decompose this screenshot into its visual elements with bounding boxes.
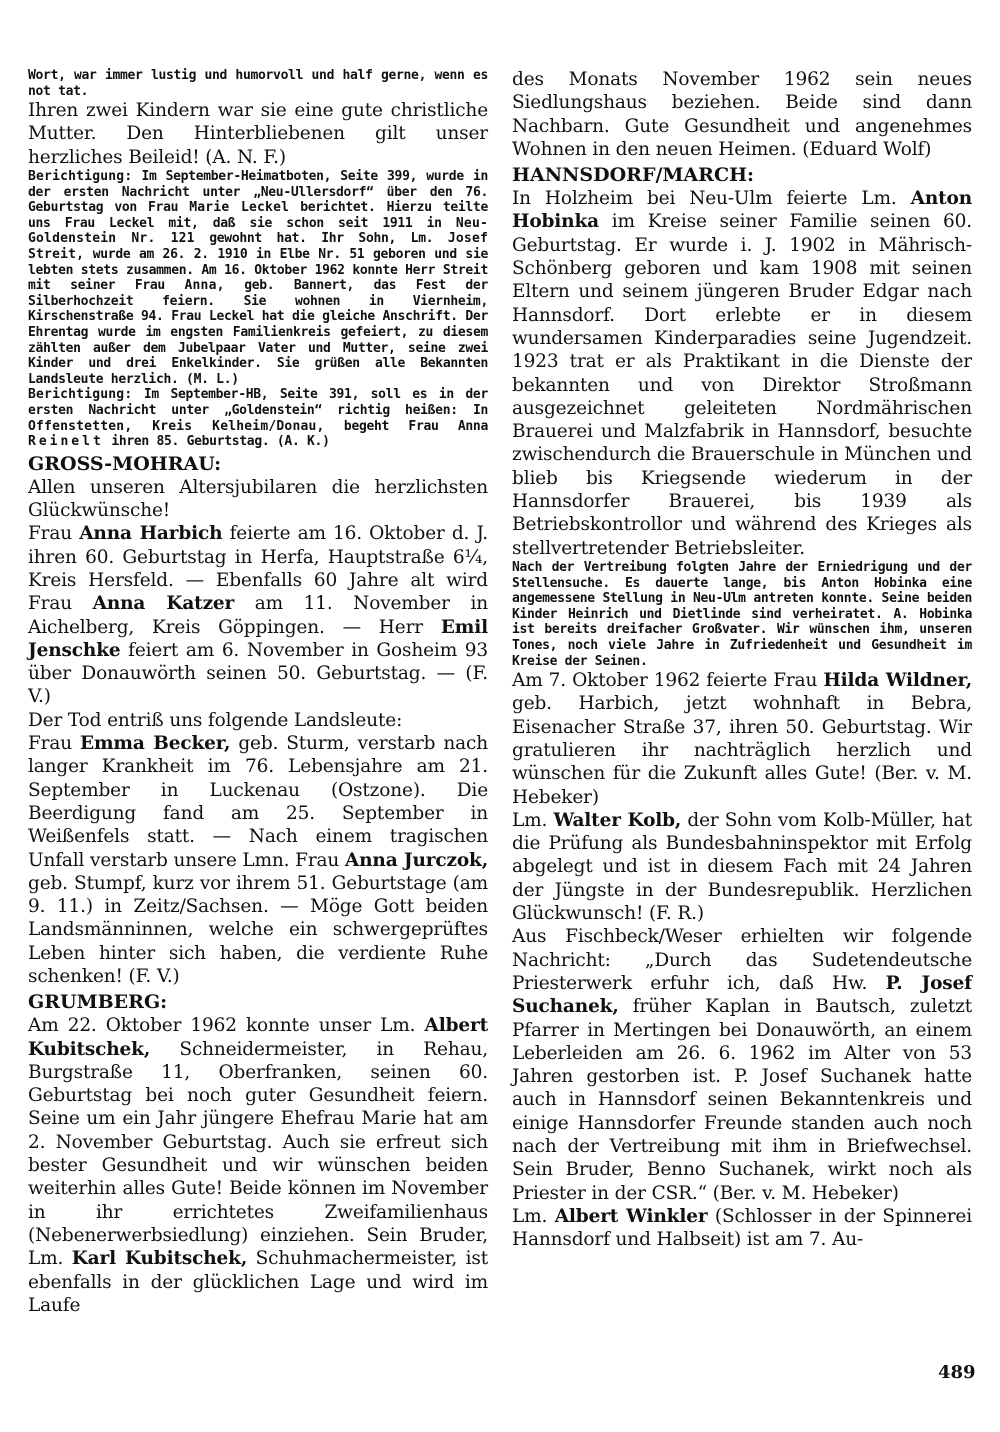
section-heading-gross-mohrau: GROSS-MOHRAU:	[28, 452, 222, 475]
text-run: Schuhmachermeister, ist ebenfalls in der glücklichen Lage und wird im Laufe	[28, 1248, 488, 1316]
birthdays-paragraph	[28, 522, 488, 708]
text-run: In Holzheim bei Neu-Ulm feierte Lm.	[512, 188, 911, 210]
text-run: Im September-Heimatboten, Seite 399, wurde in der ersten Nachricht unter „Neu-Ullersdorf“ über den 76. Geburtstag von Frau	[28, 169, 488, 216]
text-run: Frau	[28, 523, 80, 545]
text-run: Frau	[28, 733, 81, 755]
suchanek-paragraph	[512, 925, 972, 1205]
text-run: geb. Sturm, verstarb nach langer Krankheit im 76. Lebensjahre am 21. September in Luckenau (Ostzone). Die Beerdigung fand am 25. September in Weißenfels statt. — Nach einem tragischen Unfall verstarb unsere Lmn. Frau	[28, 733, 488, 871]
kolb-paragraph	[512, 809, 972, 925]
condolence-paragraph: Ihren zwei Kindern war sie eine gute christliche Mutter. Den Hinterbliebenen gilt unser herzliches Beileid! (A. N. F.)	[28, 100, 488, 168]
text-run: der Sohn vom Kolb-Müller, hat die Prüfung als Bundesbahninspektor mit Erfolg abgelegt und ist in diesem Fach mit 24 Jahren der Jüngste in der Bundesrepublik. Herzlichen Glückwunsch! (F. R.)	[512, 809, 972, 925]
text-run: Im September-HB, Seite 391, soll es in der ersten Nachricht unter „Goldenstein“ richtig heißen: In	[28, 387, 488, 418]
text-run: berichtet. Hierzu teilte uns Frau Leckel mit, daß sie schon seit 1911 in	[28, 200, 488, 231]
name-bold: Anna Katzer	[92, 593, 235, 615]
text-run: Lm.	[512, 1205, 555, 1227]
text-run: geb. Harbich, jetzt wohnhaft in Bebra, Eisenacher Straße 37, ihren 50. Geburtstag. Wir gratulieren ihr nachträglich herzlich und wünschen für die Zukunft alles Gute! (Ber. v. M. Hebeker)	[512, 693, 972, 808]
name-bold: Albert Winkler	[554, 1205, 708, 1227]
text-run: geb. Stumpf, kurz vor ihrem 51. Geburtstage (am 9. 11.) in Zeitz/Sachsen. — Möge Gott beiden Landsmänninnen, welche ein schwergeprüftes Leben hinter sich haben, die verdiente Ruhe schenken! (F. V.)	[28, 872, 488, 987]
text-run: feierte am 16. Oktober d. J. ihren 60. Geburtstag in Herfa, Hauptstraße 6¼, Kreis Hersfeld. — Ebenfalls 60 Jahre alt wird Frau	[28, 523, 489, 615]
correction-label: Berichtigung:	[28, 169, 133, 185]
correction-neu-ullersdorf	[28, 169, 488, 387]
name-bold: Anna Jurczok,	[344, 849, 488, 871]
text-run: früher Kaplan in Bautsch, zuletzt Pfarrer in Mertingen bei Donauwörth, an einem Leberleiden am 26. 6. 1962 im Alter von 53 Jahren gestorben ist. P. Josef Suchanek hatte auch in Hannsdorf seinen Bekanntenkreis und einige Hannsdorfer Freunde standen auch noch nach der Vertreibung mit ihm in Briefwechsel. Sein Bruder, Benno Suchanek, wirkt noch als Priester in der CSR.“ (Ber. v. M. Hebeker)	[512, 996, 972, 1204]
kubitschek-paragraph	[28, 1014, 488, 1317]
left-column	[28, 68, 488, 1317]
correction-label: Berichtigung:	[28, 387, 133, 403]
name-bold: Karl Kubitschek,	[71, 1248, 248, 1270]
name-bold: Josef Streit,	[28, 231, 488, 263]
deaths-intro: Der Tod entriß uns folgende Landsleute:	[28, 709, 403, 731]
text-run: Schneidermeister, in Rehau, Burgstraße 11, Oberfranken, seinen 60. Geburtstag bei noch guter Gesundheit feiern. Seine um ein Jahr jüngere Ehefrau Marie hat am 2. November Geburtstag. Auch sie erfreut sich bester Gesundheit und wir wünschen beiden weiterhin alles Gute! Beide können im November in ihr errichtetes Zweifamilienhaus (Nebenerwerbsiedlung) einziehen. Sein Bruder, Lm.	[28, 1038, 488, 1270]
name-bold: Albert Kubitschek,	[28, 1015, 488, 1060]
winkler-paragraph	[512, 1205, 972, 1252]
page-number: 489	[938, 1362, 976, 1383]
name-bold: Hilda Wildner,	[823, 670, 972, 692]
text-run: feiert am 6. November in Gosheim 93 über Donauwörth seinen 50. Geburtstag. — (F. V.)	[28, 639, 488, 708]
obituary-ending: Wort, war immer lustig und humorvoll und half gerne, wenn es not tat.	[28, 68, 488, 99]
text-run: Am 22. Oktober 1962 konnte unser Lm.	[28, 1015, 425, 1037]
name-spaced: Reinelt	[28, 434, 104, 450]
continued-paragraph: des Monats November 1962 sein neues Siedlungshaus beziehen. Beide sind dann Nachbarn. Gute Gesundheit und angenehmes Wohnen in den neuen Heimen. (Eduard Wolf)	[512, 69, 972, 160]
section-heading-hannsdorf: HANNSDORF/MARCH:	[512, 164, 755, 187]
name-bold: Anna Harbich	[79, 523, 223, 545]
name-bold: Anna,	[184, 278, 225, 294]
text-run: Aus Fischbeck/Weser erhielten wir folgende Nachricht: „Durch das Sudetendeutsche Priesterwerk erfuhr ich, daß Hw.	[512, 926, 972, 994]
deaths-paragraph	[28, 732, 488, 988]
hobinka-paragraph	[512, 187, 972, 560]
text-run: ihren 85. Geburtstag. (A. K.)	[103, 434, 330, 450]
right-column	[512, 68, 972, 1252]
text-run: am 11. November in Aichelberg, Kreis Göppingen. — Herr	[28, 593, 488, 638]
greetings-paragraph: Allen unseren Altersjubilaren die herzlichsten Glückwünsche!	[28, 476, 488, 522]
name-bold: Anton Hobinka	[512, 188, 972, 233]
text-run: begeht Frau Anna	[324, 418, 488, 434]
correction-goldenstein	[28, 387, 488, 449]
place-bold: Neu-Goldenstein Nr. 121	[28, 215, 488, 247]
name-bold: Emil Jenschke	[28, 616, 488, 661]
place-bold: Offenstetten, Kreis Kelheim/Donau,	[28, 418, 325, 434]
text-run: (Schlosser in der Spinnerei Hannsdorf und Halbseit) ist am 7. Au-	[512, 1205, 972, 1251]
text-run: geb. Bannert, das Fest der Silberhochzeit feiern. Sie wohnen in Viernheim, Kirschenstraße 94. Frau Leckel hat die gleiche Anschrift. Der Ehrentag wurde im engsten Familienkreis gefeiert, zu diesem zählten außer dem Jubelpaar Vater und Mutter, seine zwei Kinder und drei Enkelkinder. Sie grüßen alle Bekannten Landsleute herzlich. (M. L.)	[28, 278, 488, 387]
name-bold: Emma Becker,	[80, 733, 231, 755]
name-bold: Marie Leckel	[189, 200, 290, 216]
hobinka-small-paragraph: Nach der Vertreibung folgten Jahre der Erniedrigung und der Stellensuche. Es dauerte lange, bis Anton Hobinka eine angemessene Stellung in Neu-Ulm antreten konnte. Seine beiden Kinder Heinrich und Dietlinde sind verheiratet. A. Hobinka ist bereits dreifacher Großvater. Wir wünschen ihm, unseren Tones, noch viele Jahre in Zufriedenheit und Gesundheit im Kreise der Seinen.	[512, 559, 972, 669]
text-run: gewohnt hat. Ihr Sohn, Lm.	[194, 231, 448, 247]
text-run: Lm.	[512, 809, 554, 831]
wildner-paragraph	[512, 669, 972, 809]
section-heading-grumberg: GRUMBERG:	[28, 991, 168, 1014]
text-run: Am 7. Oktober 1962 feierte Frau	[512, 670, 824, 692]
name-bold: Walter Kolb,	[553, 809, 682, 831]
text-run: wurde am 26. 2. 1910 in Elbe Nr. 51 geboren und sie lebten stets zusammen. Am 16. Oktober 1962 konnte Herr Streit mit seiner Frau	[28, 247, 488, 294]
text-run: im Kreise seiner Familie seinen 60. Geburtstag. Er wurde i. J. 1902 in Mährisch-Schönberg geboren und kam 1908 mit seinen Eltern und seinem jüngeren Bruder Edgar nach Hannsdorf. Dort erlebte er in diesem wundersamen Kinderparadies seine Jugendzeit. 1923 trat er als Praktikant in die Dienste der bekannten und von Direktor Stroßmann ausgezeichnet geleiteten Nordmährischen Brauerei und Malzfabrik in Hannsdorf, besuchte zwischendurch die Brauerschule in München und blieb bis Kriegsende wiederum in der Hannsdorfer Brauerei, bis 1939 als Betriebskontrollor und während des Krieges als stellvertretender Betriebsleiter.	[512, 211, 972, 559]
name-bold: P. Josef Suchanek,	[512, 972, 972, 1018]
